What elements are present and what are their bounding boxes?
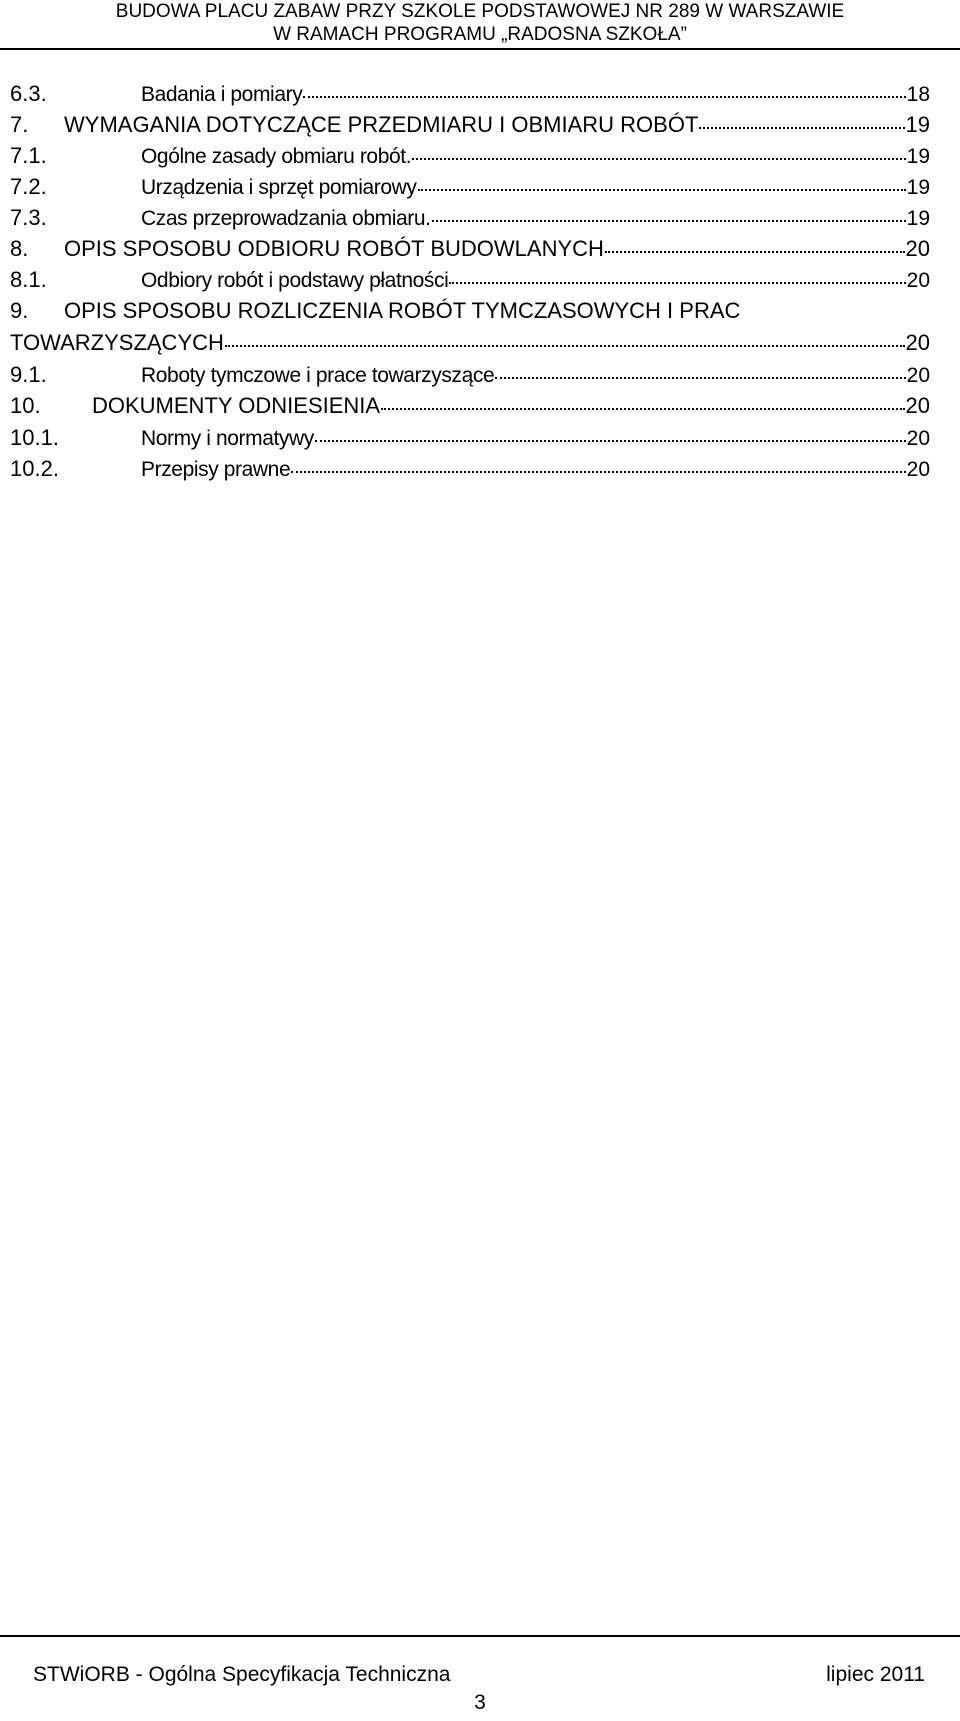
toc-entry-title: OPIS SPOSOBU ODBIORU ROBÓT BUDOWLANYCH [64,236,604,261]
toc-entry-number: 7.3. [10,205,47,230]
toc-entry-title: Roboty tymczowe i prace towarzyszące [141,364,495,387]
toc-entry-page: 20 [906,364,930,387]
header-title-line2: W RAMACH PROGRAMU „RADOSNA SZKOŁA” [273,24,687,45]
toc-entry-10-2[interactable] [10,456,930,488]
footer-divider [0,1635,960,1637]
page-header [0,0,960,50]
footer-document-title: STWiORB - Ogólna Specyfikacja Techniczna [33,1663,451,1686]
toc-entry-title: Normy i normatywy [141,427,314,450]
toc-leader-dots [418,189,906,191]
toc-entry-page: 19 [906,145,930,168]
header-title-line1: BUDOWA PLACU ZABAW PRZY SZKOLE PODSTAWOWEJ NR 289 W WARSZAWIE [115,1,845,22]
toc-leader-dots [315,440,906,442]
toc-entry-page: 20 [906,458,930,481]
toc-entry-title: Ogólne zasady obmiaru robót. [141,145,412,168]
toc-entry-7-3[interactable] [10,205,930,237]
toc-entry-title-line2: TOWARZYSZĄCYCH [10,330,224,355]
toc-entry-page: 19 [906,176,930,199]
toc-entry-number: 6.3. [10,81,47,106]
toc-leader-dots [605,251,905,253]
toc-entry-number: 8.1. [10,267,47,292]
toc-entry-page: 20 [905,330,930,355]
toc-entry-number: 9.1. [10,362,47,387]
toc-entry-title: Badania i pomiary [141,83,303,106]
toc-entry-number: 9. [10,298,29,323]
toc-leader-dots [432,220,906,222]
toc-entry-number: 10.1. [10,425,59,450]
toc-entry-number: 8. [10,236,29,261]
toc-leader-dots [699,127,904,129]
toc-entry-title: Przepisy prawne [141,458,291,481]
page-footer [0,1635,960,1721]
toc-leader-dots [381,408,904,410]
toc-entry-number: 10. [10,393,41,418]
toc-entry-9-continued[interactable] [10,330,930,362]
toc-entry-9[interactable] [10,298,930,324]
toc-entry-title-line1: OPIS SPOSOBU ROZLICZENIA ROBÓT TYMCZASOWYCH I PRAC [64,298,741,323]
toc-entry-6-3[interactable] [10,81,930,113]
toc-entry-page: 20 [906,269,930,292]
toc-entry-7-2[interactable] [10,174,930,206]
page-number: 3 [474,1691,486,1714]
toc-entry-title: Odbiory robót i podstawy płatności [141,269,449,292]
toc-entry-number: 7. [10,112,29,137]
footer-date: lipiec 2011 [826,1663,925,1686]
toc-entry-number: 7.1. [10,143,47,168]
toc-entry-page: 19 [906,207,930,230]
toc-leader-dots [495,377,905,379]
toc-entry-8-1[interactable] [10,267,930,299]
toc-leader-dots [303,96,905,98]
toc-entry-page: 20 [905,236,930,261]
toc-entry-title: WYMAGANIA DOTYCZĄCE PRZEDMIARU I OBMIARU ROBÓT [64,112,699,137]
header-divider [0,48,960,50]
toc-entry-number: 7.2. [10,174,47,199]
toc-entry-10[interactable] [10,393,930,425]
toc-leader-dots [412,158,906,160]
toc-entry-9-1[interactable] [10,362,930,394]
toc-entry-page: 19 [905,112,930,137]
toc-entry-title: DOKUMENTY ODNIESIENIA [92,393,381,418]
toc-entry-page: 20 [906,427,930,450]
toc-leader-dots [225,345,905,347]
toc-leader-dots [291,471,905,473]
toc-entry-number: 10.2. [10,456,59,481]
toc-entry-10-1[interactable] [10,425,930,457]
toc-entry-7[interactable] [10,112,930,144]
toc-entry-page: 20 [905,393,930,418]
toc-entry-title: Urządzenia i sprzęt pomiarowy [141,176,417,199]
toc-entry-7-1[interactable] [10,143,930,175]
toc-leader-dots [449,282,905,284]
toc-entry-8[interactable] [10,236,930,268]
toc-entry-title: Czas przeprowadzania obmiaru. [141,207,431,230]
toc-entry-page: 18 [906,83,930,106]
